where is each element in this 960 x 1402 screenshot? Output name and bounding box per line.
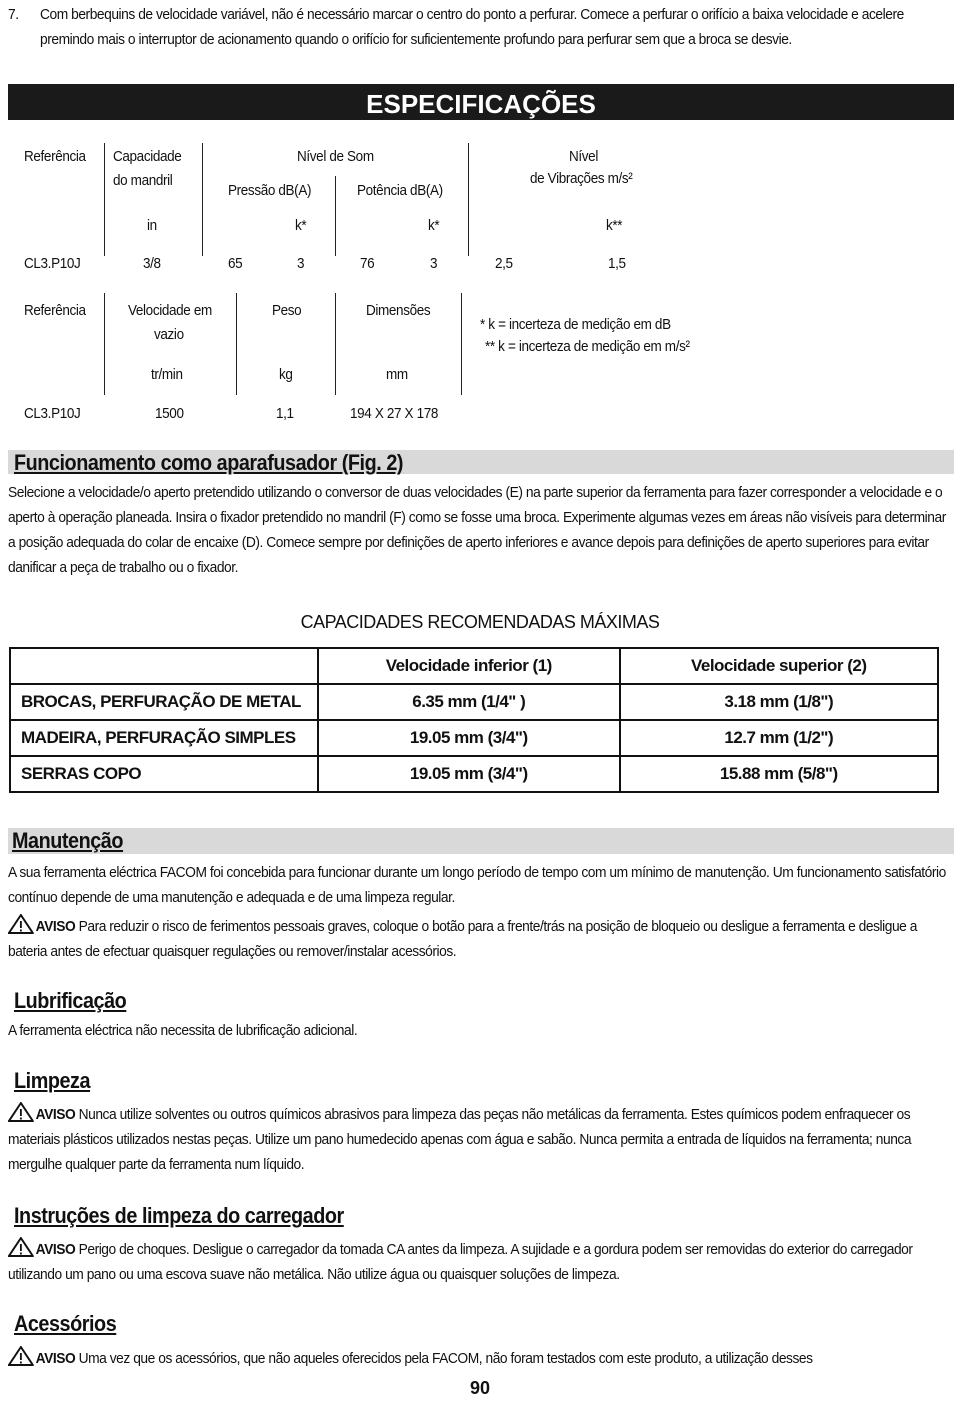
- row-capacity: 3/8: [143, 255, 161, 272]
- header-pressure: Pressão dB(A): [228, 182, 312, 199]
- row-vibration: 2,5: [495, 255, 513, 272]
- unit-k2: k*: [428, 217, 440, 234]
- row-label: SERRAS COPO: [10, 756, 318, 792]
- unit-in: in: [147, 217, 157, 234]
- header-capacity: Capacidade: [113, 148, 182, 165]
- maintenance-heading: Manutenção: [12, 828, 124, 853]
- row-low: 19.05 mm (3/4"): [318, 720, 620, 756]
- step-number: 7.: [8, 6, 19, 23]
- warning-label: AVISO: [35, 1350, 76, 1367]
- header-reference: Referência: [24, 148, 86, 165]
- row-k3: 1,5: [608, 255, 626, 272]
- warning-text: Nunca utilize solventes ou outros químicos abrasivos para limpeza das peças não metálicas da ferramenta. Estes químicos podem enfraquecer os materiais plásticos utilizados nestas peças. Utilize um pano humedecido apenas com água e sabão. Nunca permita a entrada de líquidos na ferramenta; nunca mergulhe qualquer parte da ferramenta num líquido.: [8, 1106, 912, 1173]
- accessories-heading: Acessórios: [14, 1311, 117, 1336]
- row-power: 76: [360, 255, 375, 272]
- charger-heading: Instruções de limpeza do carregador: [14, 1203, 344, 1228]
- divider: [104, 293, 105, 395]
- unit-k1: k*: [295, 217, 307, 234]
- warning-label: AVISO: [35, 1241, 76, 1258]
- col-high-speed: Velocidade superior (2): [620, 648, 938, 684]
- warning-text: Para reduzir o risco de ferimentos pessoais graves, coloque o botão para a frente/trás na posição de bloqueio ou desligue a ferramenta e desligue a bateria antes de efectuar quaisquer regulações ou remover/instalar acessórios.: [8, 918, 917, 960]
- table-row: [10, 684, 938, 720]
- unit-k3: k**: [606, 217, 623, 234]
- row-label: BROCAS, PERFURAÇÃO DE METAL: [10, 684, 318, 720]
- warning-icon: [8, 914, 34, 934]
- step-7-text: Com berbequins de velocidade variável, não é necessário marcar o centro do ponto a perfurar. Comece a perfurar o orifício a baixa velocidade e acelere premindo mais o interruptor de acionamento quando o orifício for suficientemente profundo para perfurar sem que a broca se desvie.: [40, 6, 904, 48]
- row-low: 6.35 mm (1/4" ): [318, 684, 620, 720]
- unit-weight: kg: [279, 366, 293, 383]
- unit-dimensions: mm: [386, 366, 408, 383]
- row-reference: CL3.P10J: [24, 255, 81, 272]
- row-low: 19.05 mm (3/4"): [318, 756, 620, 792]
- header-vibration-2: de Vibrações m/s²: [530, 170, 633, 187]
- warning-icon: [8, 1102, 34, 1122]
- charger-warning: [8, 1237, 956, 1287]
- row-reference: CL3.P10J: [24, 405, 81, 422]
- row-high: 15.88 mm (5/8"): [620, 756, 938, 792]
- table-row: [10, 756, 938, 792]
- unit-speed: tr/min: [151, 366, 183, 383]
- row-pressure: 65: [228, 255, 243, 272]
- divider: [468, 143, 469, 256]
- divider: [335, 293, 336, 395]
- header-speed-2: vazio: [154, 326, 184, 343]
- header-speed: Velocidade em: [128, 302, 212, 319]
- capacities-table: [9, 647, 939, 793]
- header-vibration: Nível: [569, 148, 598, 165]
- header-weight: Peso: [272, 302, 302, 319]
- row-k2: 3: [430, 255, 438, 272]
- col-low-speed: Velocidade inferior (1): [318, 648, 620, 684]
- warning-icon: [8, 1346, 34, 1366]
- divider: [104, 143, 105, 256]
- header-reference: Referência: [24, 302, 86, 319]
- header-power: Potência dB(A): [357, 182, 443, 199]
- page-number: 90: [469, 1378, 491, 1398]
- screwdriver-text: Selecione a velocidade/o aperto pretendido utilizando o conversor de duas velocidades (E) na parte superior da ferramenta para fazer corresponder a velocidade e o aperto à operação planeada. Insira o fixador pretendido no mandril (F) como se fosse uma broca. Experimente algumas vezes em áreas não visíveis para determinar a posição adequada do colar de encaixe (D). Comece sempre por definições de aperto inferiores e avance depois para definições de aperto superiores para evitar danificar a peça de trabalho ou o fixador.: [8, 484, 946, 576]
- divider: [236, 293, 237, 395]
- row-high: 3.18 mm (1/8"): [620, 684, 938, 720]
- warning-text: Uma vez que os acessórios, que não aqueles oferecidos pela FACOM, não foram testados com este produto, a utilização desses: [78, 1350, 813, 1367]
- divider: [202, 143, 203, 256]
- table-row: [10, 720, 938, 756]
- footnote-k: * k = incerteza de medição em dB: [480, 316, 671, 333]
- row-k1: 3: [297, 255, 305, 272]
- accessories-warning: [8, 1346, 956, 1371]
- row-dimensions: 194 X 27 X 178: [350, 405, 439, 422]
- warning-label: AVISO: [35, 918, 76, 935]
- header-sound-level: Nível de Som: [297, 148, 374, 165]
- warning-text: Perigo de choques. Desligue o carregador da tomada CA antes da limpeza. A sujidade e a gordura podem ser removidas do exterior do carregador utilizando um pano ou uma escova suave não metálica. Não utilize água ou quaisquer soluções de limpeza.: [8, 1241, 913, 1283]
- divider: [461, 293, 462, 395]
- maintenance-text: A sua ferramenta eléctrica FACOM foi concebida para funcionar durante um longo período de tempo com um mínimo de manutenção. Um funcionamento satisfatório contínuo depende de uma manutenção e adequada e de uma limpeza regular.: [8, 864, 946, 906]
- lubrication-heading: Lubrificação: [14, 988, 127, 1013]
- row-high: 12.7 mm (1/2"): [620, 720, 938, 756]
- warning-label: AVISO: [35, 1106, 76, 1123]
- cleaning-warning: [8, 1102, 956, 1177]
- row-speed: 1500: [155, 405, 184, 422]
- lubrication-text: A ferramenta eléctrica não necessita de lubrificação adicional.: [8, 1022, 358, 1039]
- divider: [335, 176, 336, 256]
- empty-cell: [10, 648, 318, 684]
- table-header-row: [10, 648, 938, 684]
- capacities-title: CAPACIDADES RECOMENDADAS MÁXIMAS: [300, 612, 660, 632]
- section-bar: [8, 828, 954, 854]
- cleaning-heading: Limpeza: [14, 1068, 91, 1093]
- row-label: MADEIRA, PERFURAÇÃO SIMPLES: [10, 720, 318, 756]
- screwdriver-heading: Funcionamento como aparafusador (Fig. 2): [14, 450, 404, 475]
- header-capacity-2: do mandril: [113, 172, 173, 189]
- header-dimensions: Dimensões: [366, 302, 431, 319]
- maintenance-warning: [8, 914, 956, 964]
- footnote-k2: ** k = incerteza de medição em m/s²: [485, 338, 690, 355]
- row-weight: 1,1: [276, 405, 294, 422]
- specifications-title: ESPECIFICAÇÕES: [8, 84, 954, 120]
- warning-icon: [8, 1237, 34, 1257]
